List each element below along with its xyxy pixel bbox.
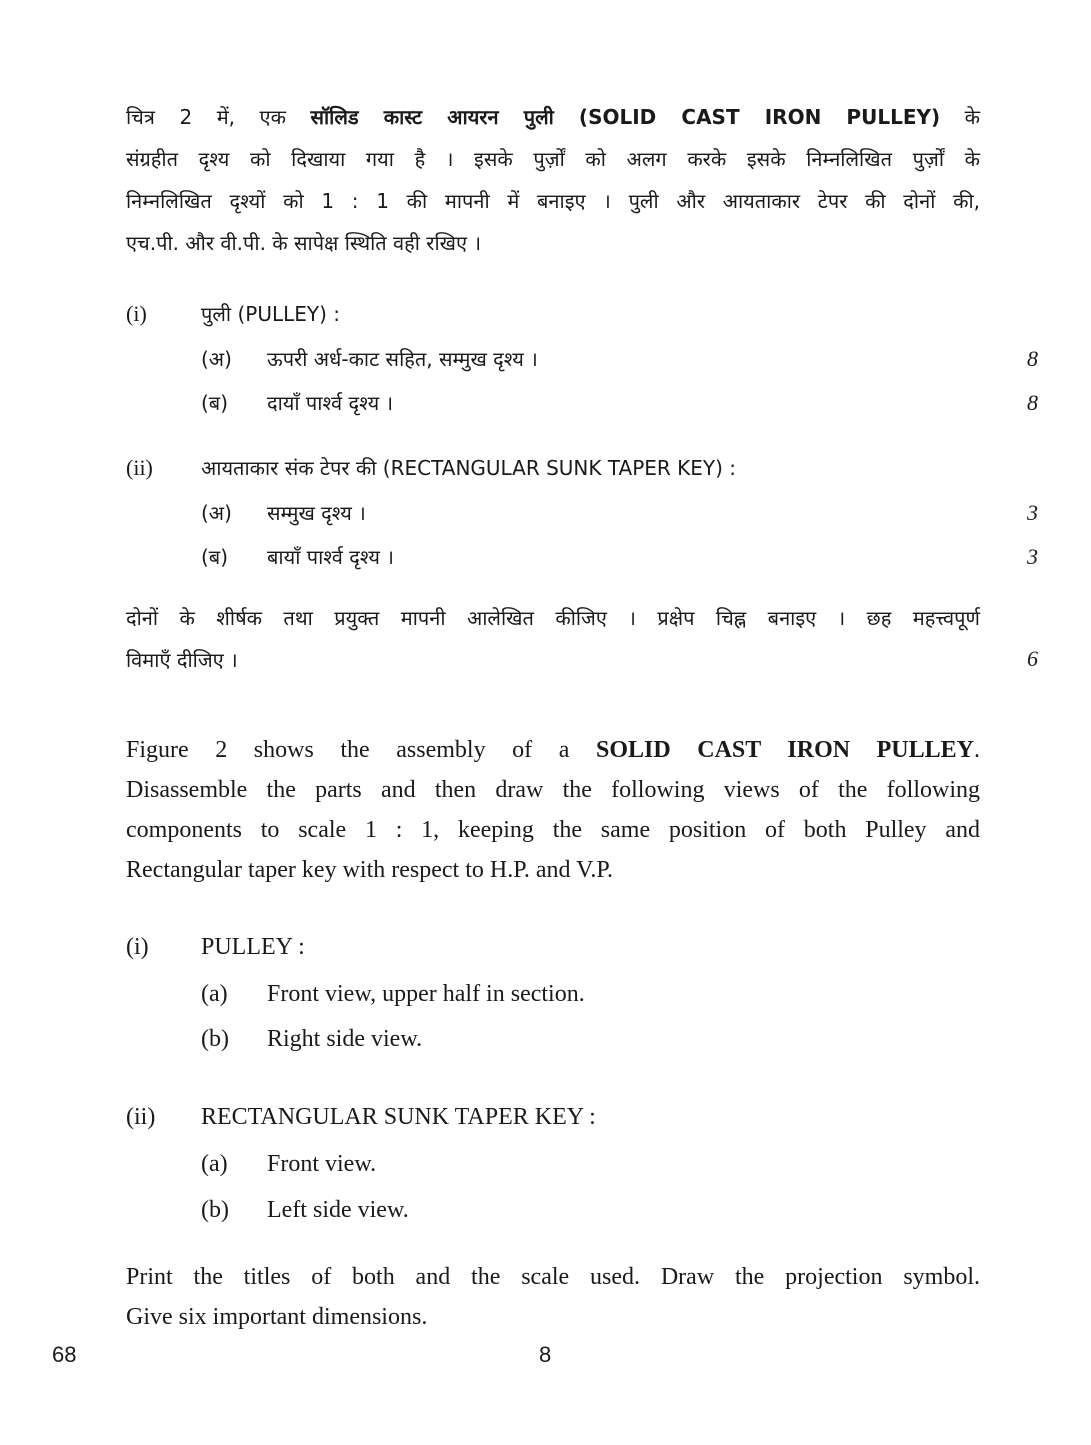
english-intro-text: Figure 2 shows the assembly of a [126, 737, 596, 763]
english-closing-line-2: Give six important dimensions. [126, 1304, 428, 1330]
hindi-intro-bold: सॉलिड कास्ट आयरन पुली (SOLID CAST IRON PULLEY) [310, 105, 941, 129]
english-item-i-b [0, 1019, 1091, 1059]
sub-text: Right side view. [267, 1026, 423, 1052]
sub-label: (a) [201, 981, 228, 1007]
sub-text: Front view, upper half in section. [267, 981, 585, 1007]
english-item-ii [0, 1097, 1091, 1137]
hindi-intro-paragraph [126, 96, 980, 264]
english-intro-line-3: components to scale 1 : 1, keeping the same position of both Pulley and [126, 817, 980, 843]
marks: 3 [1027, 544, 1038, 569]
item-number: (ii) [126, 1104, 156, 1130]
english-intro-line-1 [126, 730, 980, 770]
sub-text: दायाँ पार्श्व दृश्य । [267, 391, 394, 415]
hindi-intro-line-2: संग्रहीत दृश्य को दिखाया गया है । इसके पुर्ज़ों को अलग करके इसके निम्नलिखित पुर्ज़ों के [126, 147, 980, 171]
english-intro-paragraph [126, 730, 980, 890]
item-title: RECTANGULAR SUNK TAPER KEY : [201, 1104, 596, 1130]
footer-page-number: 8 [539, 1342, 552, 1367]
english-item-i [0, 927, 1091, 967]
english-intro-text: . [974, 737, 980, 763]
english-item-i-a [0, 974, 1091, 1014]
english-item-ii-b [0, 1190, 1091, 1230]
hindi-item-ii-b [0, 537, 1091, 577]
hindi-intro-line-3: निम्नलिखित दृश्यों को 1 : 1 की मापनी में बनाइए । पुली और आयताकार टेपर की दोनों की, [126, 189, 980, 213]
sub-text: बायाँ पार्श्व दृश्य । [267, 545, 394, 569]
marks: 6 [1027, 646, 1038, 671]
hindi-intro-text: के [940, 105, 980, 129]
hindi-item-ii [0, 448, 1091, 488]
hindi-closing-line-1: दोनों के शीर्षक तथा प्रयुक्त मापनी आलेखित कीजिए । प्रक्षेप चिह्न बनाइए । छह महत्त्वपूर्ण [126, 606, 980, 630]
footer-code: 68 [52, 1342, 77, 1367]
english-intro-line-4: Rectangular taper key with respect to H.P. and V.P. [126, 857, 614, 883]
hindi-item-i [0, 294, 1091, 334]
english-item-ii-a [0, 1144, 1091, 1184]
item-title: PULLEY : [201, 934, 305, 960]
sub-text: Front view. [267, 1151, 377, 1177]
hindi-item-i-a [0, 339, 1091, 379]
english-intro-bold: SOLID CAST IRON PULLEY [595, 737, 974, 763]
sub-label: (ब) [201, 391, 229, 415]
sub-text: Left side view. [267, 1197, 409, 1223]
marks: 3 [1027, 500, 1038, 525]
sub-label: (b) [201, 1197, 229, 1223]
hindi-item-i-b [0, 383, 1091, 423]
item-number: (i) [126, 301, 147, 326]
item-number: (i) [126, 934, 149, 960]
marks: 8 [1027, 346, 1038, 371]
english-closing-line-1: Print the titles of both and the scale used. Draw the projection symbol. [126, 1264, 980, 1290]
hindi-closing-line-2: विमाएँ दीजिए । [126, 648, 238, 672]
item-title: पुली (PULLEY) : [201, 302, 340, 326]
hindi-intro-line-4: एच.पी. और वी.पी. के सापेक्ष स्थिति वही रखिए । [126, 231, 482, 255]
hindi-closing-marks-row [0, 639, 1091, 679]
hindi-intro-text: चित्र 2 में, एक [126, 105, 311, 129]
english-intro-line-2: Disassemble the parts and then draw the following views of the following [126, 777, 980, 803]
sub-label: (अ) [201, 347, 232, 371]
sub-text: सम्मुख दृश्य । [267, 501, 366, 525]
english-closing-paragraph [126, 1257, 980, 1337]
item-number: (ii) [126, 455, 153, 480]
sub-label: (a) [201, 1151, 228, 1177]
sub-label: (b) [201, 1026, 229, 1052]
item-title: आयताकार संक टेपर की (RECTANGULAR SUNK TAPER KEY) : [201, 456, 737, 480]
marks: 8 [1027, 390, 1038, 415]
hindi-intro-line-1 [126, 96, 980, 138]
hindi-item-ii-a [0, 493, 1091, 533]
sub-label: (अ) [201, 501, 232, 525]
sub-text: ऊपरी अर्ध-काट सहित, सम्मुख दृश्य । [267, 347, 538, 371]
sub-label: (ब) [201, 545, 229, 569]
